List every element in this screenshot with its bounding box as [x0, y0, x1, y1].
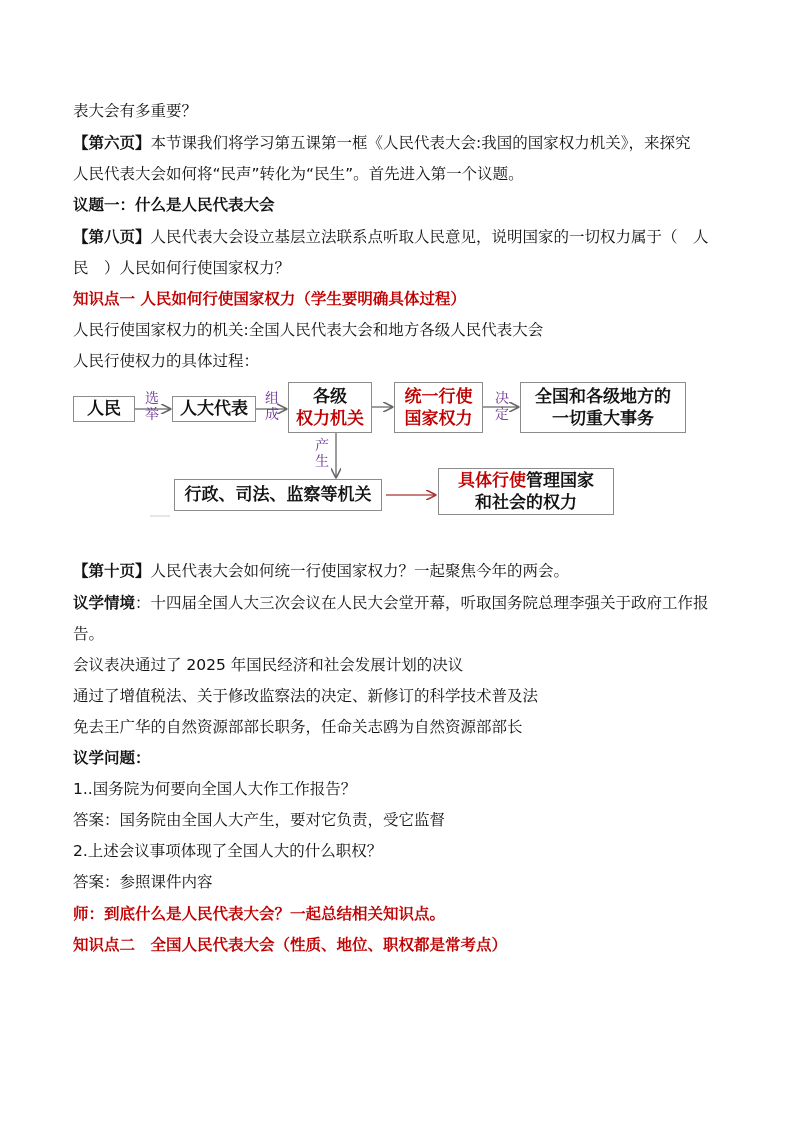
- knowledge-point-heading: [73, 935, 723, 955]
- exercise-line-2: 和社会的权力: [475, 492, 577, 513]
- teacher-line: [73, 904, 723, 924]
- agencies-label: 行政、司法、监察等机关: [184, 485, 372, 505]
- question-line: [73, 841, 723, 861]
- exercise-text: 管理国家: [526, 470, 594, 491]
- elect-char: 选: [145, 391, 159, 407]
- questions-heading: [73, 748, 723, 768]
- major-affairs-box: [520, 382, 686, 433]
- text-span: 通过了增值税法、关于修改监察法的决定、新修订的科学技术普及法: [73, 687, 539, 705]
- text-span: 人民行使国家权力的机关:全国人民代表大会和地方各级人民代表大会: [73, 321, 544, 339]
- text-line: [73, 320, 723, 340]
- text-span: 2.上述会议事项体现了全国人大的什么职权？: [73, 842, 383, 860]
- text-line: [73, 258, 723, 278]
- unify-label: 统一行使: [404, 386, 473, 407]
- page-tag: 【第八页】: [73, 228, 151, 246]
- text-span: 告。: [73, 625, 105, 643]
- decide-label: [493, 391, 511, 423]
- page-tag: 【第六页】: [73, 134, 151, 152]
- text-span: 会议表决通过了 2025 年国民经济和社会发展计划的决议: [73, 656, 464, 674]
- answer-line: [73, 872, 723, 892]
- organs-label-red: 权力机关: [296, 408, 364, 429]
- text-span: 议学问题：: [73, 749, 151, 767]
- text-span: 答案：国务院由全国人大产生，要对它负责，受它监督: [73, 811, 446, 829]
- organs-label: 各级: [313, 386, 347, 407]
- text-span: 知识点二 全国人民代表大会（性质、地位、职权都是常考点）: [73, 936, 508, 954]
- exercise-red-text: 具体行使: [458, 470, 526, 491]
- text-span: 议题一：什么是人民代表大会: [73, 196, 275, 214]
- text-span: 1..国务院为何要向全国人大作工作报告？: [73, 780, 357, 798]
- text-line: [73, 101, 723, 121]
- text-span: 本节课我们将学习第五课第一框《人民代表大会:我国的国家权力机关》，来探究: [150, 134, 691, 152]
- produce-char: 生: [315, 454, 329, 470]
- unify-label: 国家权力: [404, 408, 473, 429]
- elect-char: 举: [145, 407, 159, 423]
- text-line: [73, 655, 723, 675]
- produce-label: [313, 438, 331, 470]
- affairs-label: 全国和各级地方的: [535, 386, 671, 407]
- text-line: [73, 227, 723, 247]
- text-line: [73, 351, 723, 371]
- text-line: [73, 164, 723, 184]
- elect-label: [143, 391, 161, 423]
- people-label: 人民: [87, 399, 121, 419]
- people-box: [73, 396, 135, 422]
- text-span: 答案：参照课件内容: [73, 873, 213, 891]
- text-span: 人民行使权力的具体过程：: [73, 352, 260, 370]
- form-char: 组: [265, 391, 279, 407]
- deputies-label: 人大代表: [180, 399, 248, 419]
- topic-heading: [73, 195, 723, 215]
- text-span: 民 ）人民如何行使国家权力？: [73, 259, 291, 277]
- text-line: [73, 686, 723, 706]
- unify-power-box: [394, 382, 483, 433]
- exercise-power-box: [438, 468, 614, 515]
- decide-char: 定: [495, 407, 509, 423]
- question-line: [73, 779, 723, 799]
- text-span: 知识点一 人民如何行使国家权力（学生要明确具体过程）: [73, 290, 466, 308]
- text-span: 人民代表大会如何将“民声”转化为“民生”。首先进入第一个议题。: [73, 165, 524, 183]
- produce-char: 产: [315, 438, 329, 454]
- text-span: 师：到底什么是人民代表大会？一起总结相关知识点。: [73, 905, 446, 923]
- scenario-tag: 议学情境: [73, 594, 136, 612]
- decide-char: 决: [495, 391, 509, 407]
- text-span: 免去王广华的自然资源部部长职务，任命关志鸥为自然资源部部长: [73, 718, 523, 736]
- text-span: 人民代表大会设立基层立法联系点听取人民意见，说明国家的一切权力属于（ 人: [150, 228, 709, 246]
- state-agencies-box: [174, 479, 382, 511]
- text-span: ：十四届全国人大三次会议在人民大会堂开幕，听取国务院总理李强关于政府工作报: [135, 594, 709, 612]
- text-line: [73, 133, 723, 153]
- affairs-label: 一切重大事务: [552, 408, 654, 429]
- text-span: 表大会有多重要？: [73, 102, 198, 120]
- page-tag: 【第十页】: [73, 562, 151, 580]
- text-line: [73, 561, 723, 581]
- text-line: [73, 717, 723, 737]
- power-organs-box: [288, 382, 372, 433]
- text-line: [73, 624, 723, 644]
- text-line: [73, 593, 723, 613]
- form-char: 成: [265, 407, 279, 423]
- knowledge-point-heading: [73, 289, 723, 309]
- deputies-box: [172, 396, 256, 422]
- form-label: [263, 391, 281, 423]
- exercise-line-1: [458, 470, 594, 492]
- answer-line: [73, 810, 723, 830]
- text-span: 人民代表大会如何统一行使国家权力？一起聚焦今年的两会。: [150, 562, 570, 580]
